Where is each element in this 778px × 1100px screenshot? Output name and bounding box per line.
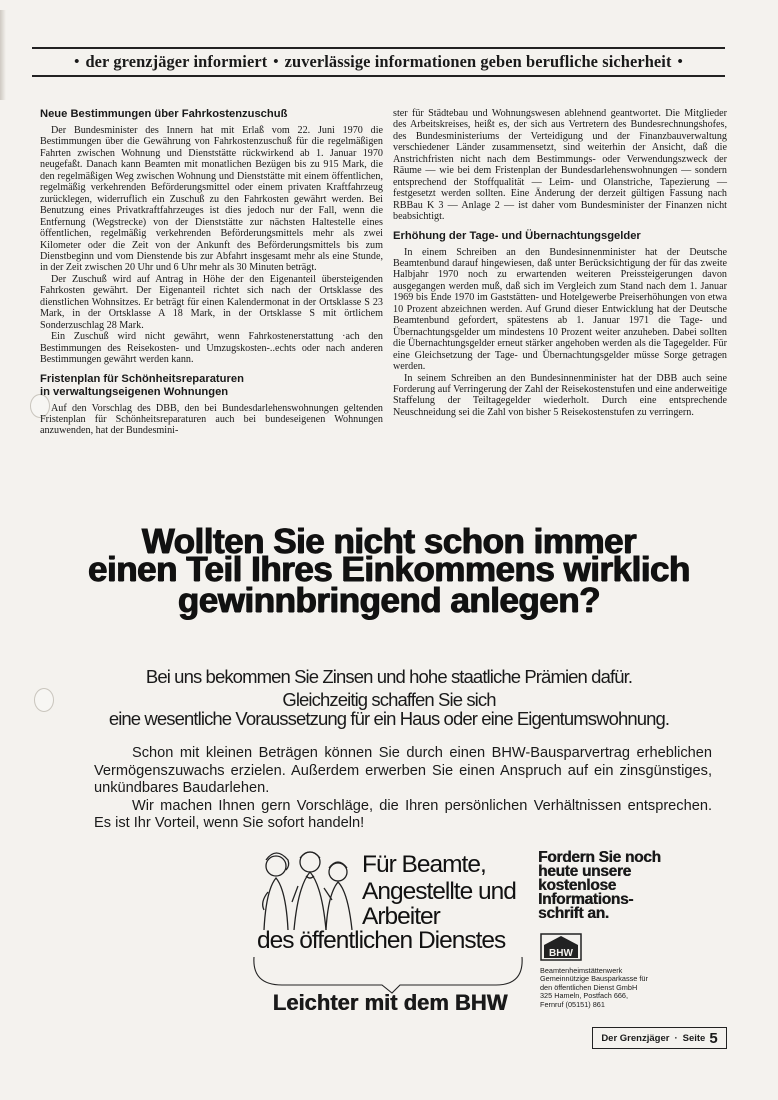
article-paragraph: Auf den Vorschlag des DBB, den bei Bundesdarlehenswohnungen geltenden Fristenplan für Schönheitsreparaturen auch bei bundeseigenen Wohnungen anzuwenden, hat der Bundesmini- <box>40 402 383 437</box>
cta-line: Fordern Sie noch <box>538 849 661 866</box>
header-part-2: zuverlässige informationen geben berufliche sicherheit <box>284 52 672 71</box>
cta-line: heute unsere <box>538 863 631 880</box>
audience-line: des öffentlichen Dienstes <box>257 927 506 954</box>
address-line: den öffentlichen Dienst GmbH <box>540 982 638 992</box>
ad-subhead-line: Gleichzeitig schaffen Sie sich <box>282 689 496 710</box>
header-rule-top <box>32 47 725 49</box>
header-part-1: der grenzjäger informiert <box>85 52 268 71</box>
bhw-address <box>540 967 710 1009</box>
article-paragraph: In seinem Schreiben an den Bundesinnenminister hat der DBB auch seine Forderung auf Verringerung der Zahl der Reisekostenstufen und eine anderweitige Staffelung der Teiltagegelder wiederholt. Durch eine entsprechende Neuschneidung sei die Zahl von bisher 5 Reisekostenstufen zu verringern. <box>393 372 727 418</box>
binding-edge <box>0 10 6 100</box>
publication-name: Der Grenzjäger <box>601 1032 670 1044</box>
speech-bubble-outline <box>252 955 526 995</box>
ad-paragraph: Wir machen Ihnen gern Vorschläge, die Ihren persönlichen Verhältnissen entsprechen. Es ist Ihr Vorteil, wenn Sie sofort handeln! <box>94 797 712 831</box>
cta-block <box>538 851 698 921</box>
header-banner <box>32 50 725 74</box>
page-number: 5 <box>709 1029 718 1047</box>
article-paragraph: Der Zuschuß wird auf Antrag in Höhe der den Eigenanteil übersteigenden Fahrkosten gewährt. Der Eigenanteil richtet sich nach der Ortsklasse des dienstlichen Wohnsitzes. Er beträgt für einen Kalendermonat in der Ortsklasse S 23 Mark, in der Ortsklasse A 18 Mark, in der Ortsklasse S mit örtlichem Sonderzuschlag 28 Mark. <box>40 273 383 331</box>
bullet-icon: • <box>677 53 683 70</box>
left-column <box>40 108 383 437</box>
article-paragraph: In einem Schreiben an den Bundesinnenminister hat der Deutsche Beamtenbund darauf hingewiesen, daß unter Berücksichtigung der für das zweite Halbjahr 1970 noch zu erwartenden weiteren Preissteigerungen davon ausgegangen werden muß, daß sich im Vergleich zum Stand nach dem 1. Januar 1969 bis Ende 1970 im Gaststätten- und Hotelgewerbe Preiserhöhungen von etwa 10 Prozent abzeichnen werden. Auf Grund dieser Entwicklung hat der Deutsche Beamtenbund gefordert, spätestens ab 1. Januar 1971 die Tage- und Übernachtungsgelder um mindestens 10 Prozent weiter anzuheben. Dabei sollten die Übernachtungsgelder erneut stärker angehoben werden als die Tagegelder. Für eine Gleichsetzung der Tage- und Übernachtungsgelder müsse Sorge getragen werden. <box>393 246 727 373</box>
bhw-logo-icon <box>540 933 582 961</box>
ad-subhead-line: Bei uns bekommen Sie Zinsen und hohe staatliche Prämien dafür. <box>145 666 633 687</box>
cta-line: kostenlose <box>538 877 616 894</box>
bhw-slogan: Leichter mit dem BHW <box>272 990 508 1015</box>
audience-line: Arbeiter <box>362 903 440 930</box>
ad-body <box>94 745 712 833</box>
bhw-logo-text: BHW <box>549 948 573 959</box>
page-label: Seite <box>682 1032 706 1044</box>
cta-line: Informations- <box>538 891 634 908</box>
ad-headline-line: Wollten Sie nicht schon immer <box>141 522 637 561</box>
ad-subhead-line: eine wesentliche Voraussetzung für ein Haus oder eine Eigentumswohnung. <box>108 708 670 729</box>
ad-headline-line: einen Teil Ihres Einkommens wirklich <box>88 550 690 589</box>
article-heading-tagegelder: Erhöhung der Tage- und Übernachtungsgelder <box>393 229 641 242</box>
ad-paragraph: Schon mit kleinen Beträgen können Sie durch einen BHW-Bausparvertrag erheblichen Vermögenszuwachs erzielen. Außerdem erwerben Sie einen Anspruch auf ein zinsgünstiges, unkündbares Baudarlehen. <box>94 745 712 796</box>
audience-line: Für Beamte, <box>362 851 486 878</box>
address-line: Beamtenheimstättenwerk <box>540 966 623 975</box>
address-line: 325 Hameln, Postfach 666, <box>540 991 629 1001</box>
address-line: Fernruf (05151) 861 <box>540 999 605 1009</box>
article-paragraph: Der Bundesminister des Innern hat mit Erlaß vom 22. Juni 1970 die Bestimmungen über die Gewährung von Fahrkostenzuschuß für die regelmäßigen Fahrten zwischen Wohnung und Dienststätte rückwirkend ab 1. Januar 1970 neugefaßt. Danach kann Beamten mit monatlichen Bezügen bis zu 915 Mark, die den regelmäßigen Weg zwischen Wohnung und Dienststätte mit einem öffentlichen, regelmäßig verkehrenden Beförderungsmittel oder einem privaten Kraftfahrzeug zurücklegen, widerruflich ein Zuschuß zu den Fahrkosten gewährt werden. Bei Benutzung eines Privatkraftfahrzeuges ist dies jedoch nur der Fall, wenn die Entfernung (Wegstrecke) von der Dienststätte zur nächsten Haltestelle eines öffentlichen, regelmäßig verkehrenden Beförderungsmittels mehr als zwei Kilometer oder die Zeit von der Ankunft des Beförderungsmittels bis zum Dienstbeginn und vom Dienstende bis zur Abfahrt insgesamt mehr als eine Stunde, in der Zeit zwischen 20 Uhr und 6 Uhr mehr als 30 Minuten beträgt. <box>40 125 383 274</box>
cta-line: schrift an. <box>538 905 609 922</box>
bullet-icon: • <box>74 53 80 70</box>
article-paragraph: Ein Zuschuß wird nicht gewährt, wenn Fahrkostenerstattung ·ach den Bestimmungen des Reisekosten- und Umzugskosten-..echts oder nach anderen Bestimmungen gewährt werden kann. <box>40 331 383 366</box>
header-rule-bottom <box>32 75 725 77</box>
heading-line: in verwaltungseigenen Wohnungen <box>40 385 229 398</box>
footer-separator: · <box>674 1032 678 1044</box>
article-heading-fahrkosten: Neue Bestimmungen über Fahrkostenzuschuß <box>40 108 288 120</box>
article-heading-fristenplan <box>40 373 383 399</box>
heading-line: Fristenplan für Schönheitsreparaturen <box>40 372 244 385</box>
bullet-icon: • <box>273 53 279 70</box>
right-column <box>393 108 727 418</box>
workers-illustration-icon <box>254 846 360 930</box>
address-line: Gemeinnützige Bausparkasse für <box>540 974 648 984</box>
audience-line: Angestellte und <box>362 878 516 905</box>
ad-headline-line: gewinnbringend anlegen? <box>177 581 601 620</box>
page-footer <box>592 1027 727 1049</box>
article-paragraph: ster für Städtebau und Wohnungswesen ablehnend geantwortet. Die Mitglieder des Arbeitskreises, heißt es, der sich aus Vertretern des Bundesrechnungshofes, des Bundesministeriums der Verteidigung und der Finanzbauverwaltung verschiedener Länder zusammensetzt, sind weiterhin der Ansicht, daß die Anstrichfristen nicht nach dem Bestimmungs- oder Verwendungszweck der Räume — wie bei dem Fristenplan der Bundesdarlehenswohnungen — sondern entsprechend der Stoffqualität — Leim- und Olanstriche, Tapezierung — festgesetzt werden sollten. Eine Änderung der derzeit gültigen Fassung nach RBBau K 3 — Anlage 2 — ist daher vom Bundesminister der Finanzen nicht beabsichtigt. <box>393 108 727 223</box>
